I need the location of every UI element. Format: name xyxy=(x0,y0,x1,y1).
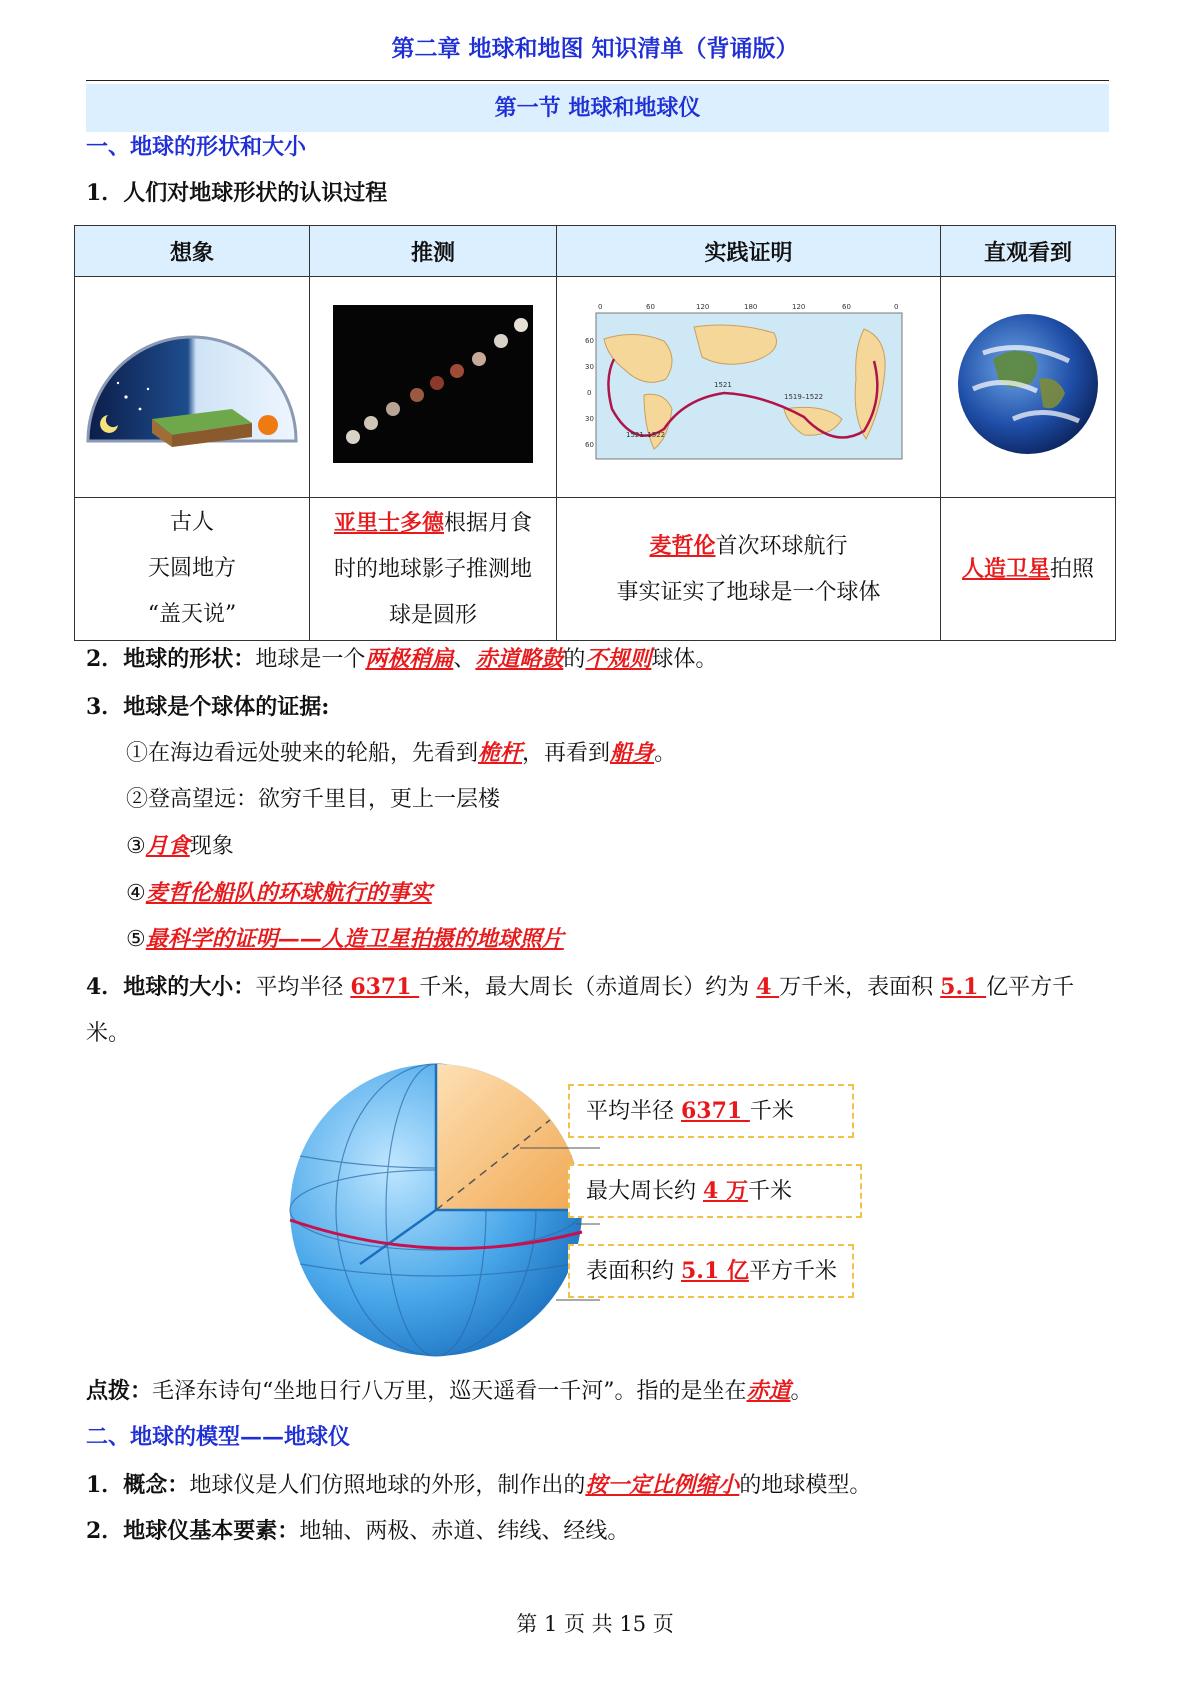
q2-r2: 赤道略鼓 xyxy=(475,646,564,672)
p2-q1-label: 1．概念： xyxy=(86,1472,190,1498)
e5-t1: ⑤ xyxy=(126,927,146,952)
e1-t2: ，再看到 xyxy=(522,741,611,766)
callout-circ-t1: 最大周长约 xyxy=(586,1179,703,1204)
e5-r1: 最科学的证明——人造卫星拍摄的地球照片 xyxy=(145,926,564,952)
callout-circ-value: 4 万 xyxy=(703,1178,748,1204)
p2-q1-r1: 按一定比例缩小 xyxy=(585,1472,740,1498)
callout-radius-t1: 平均半径 xyxy=(586,1099,681,1124)
q4-r1: 6371 xyxy=(350,974,420,1000)
q4-t1: 平均半径 xyxy=(255,975,351,1000)
q3-label: 3．地球是个球体的证据: xyxy=(86,694,330,720)
cell-magellan xyxy=(557,498,941,641)
section-title: 第一节 地球和地球仪 xyxy=(86,84,1109,132)
p2-q2-label: 2．地球仪基本要素： xyxy=(86,1518,300,1544)
callout-circumference xyxy=(568,1164,862,1218)
callout-area xyxy=(568,1244,854,1298)
q4-r2: 4 xyxy=(756,974,780,1000)
q2-t4: 球体。 xyxy=(651,647,718,672)
e1-t3: 。 xyxy=(654,741,677,766)
q4-t2: 千米，最大周长（赤道周长）约为 xyxy=(419,975,757,1000)
cell-ancient-line2: 天圆地方 xyxy=(147,556,236,581)
earth-shape-table xyxy=(74,225,1116,641)
cell-aristotle xyxy=(310,498,557,641)
evidence-3 xyxy=(126,829,234,860)
callout-area-value: 5.1 亿 xyxy=(681,1258,749,1284)
map-route-label: 1521 xyxy=(713,381,732,389)
cell-satellite xyxy=(941,498,1116,641)
map-tick-left: 60 xyxy=(584,337,594,345)
q4-line2: 米。 xyxy=(86,1021,131,1046)
aristotle-text2: 时的地球影子推测地 xyxy=(333,556,532,582)
q2-label: 2．地球的形状： xyxy=(86,646,256,672)
magellan-text2: 事实证实了地球是一个球体 xyxy=(616,579,881,605)
magellan-text1: 首次环球航行 xyxy=(715,533,848,559)
q4-t4: 亿平方千 xyxy=(986,975,1075,1000)
q2-t3: 的 xyxy=(563,647,586,672)
q4-r3: 5.1 xyxy=(940,974,987,1000)
q2-r3: 不规则 xyxy=(585,646,652,672)
page-footer: 第 1 页 共 15 页 xyxy=(516,1612,674,1636)
q2-r1: 两极稍扁 xyxy=(365,646,454,672)
tip-t2: 。 xyxy=(790,1379,813,1404)
map-tick-left: 30 xyxy=(584,415,594,423)
p2-q1-t2: 的地球模型。 xyxy=(739,1473,872,1498)
earth-photo-image xyxy=(941,277,1116,498)
cell-ancient xyxy=(75,498,310,641)
map-tick-top: 0 xyxy=(597,303,602,311)
satellite-name: 人造卫星 xyxy=(961,555,1050,582)
p2-q2-line xyxy=(86,1514,629,1545)
map-tick-top: 60 xyxy=(841,303,851,311)
lunar-eclipse-image xyxy=(310,277,557,498)
map-route-label: 1519–1522 xyxy=(783,393,823,401)
aristotle-text1: 根据月食 xyxy=(444,510,533,536)
p2-q2-t1: 地轴、两极、赤道、纬线、经线。 xyxy=(299,1519,630,1544)
q2-t1: 地球是一个 xyxy=(255,647,366,672)
evidence-1 xyxy=(126,736,676,767)
map-route-label: 1521–1522 xyxy=(625,431,665,439)
cell-ancient-line3: “盖天说” xyxy=(147,602,237,627)
q4-label: 4．地球的大小： xyxy=(86,974,256,1000)
q1-heading: 1．人们对地球形状的认识过程 xyxy=(86,180,388,206)
q4-t3: 万千米，表面积 xyxy=(779,975,941,1000)
page-title: 第二章 地球和地图 知识清单（背诵版） xyxy=(391,35,799,62)
e4-t1: ④ xyxy=(126,881,146,906)
evidence-4 xyxy=(126,876,432,907)
aristotle-text3: 球是圆形 xyxy=(388,602,477,628)
evidence-2: ②登高望远：欲穷千里目，更上一层楼 xyxy=(126,787,501,812)
part1-heading: 一、地球的形状和大小 xyxy=(86,134,307,160)
q4-line xyxy=(86,970,1074,1001)
e3-t2: 现象 xyxy=(189,834,234,859)
e3-r1: 月食 xyxy=(145,833,190,859)
p2-q1-t1: 地球仪是人们仿照地球的外形，制作出的 xyxy=(189,1473,586,1498)
e1-t1: ①在海边看远处驶来的轮船，先看到 xyxy=(126,741,479,766)
p2-q1-line xyxy=(86,1468,871,1499)
col-header-imagine: 想象 xyxy=(75,226,310,277)
magellan-route-map xyxy=(557,277,941,498)
callout-radius-t2: 千米 xyxy=(749,1099,794,1124)
callout-circ-t2: 千米 xyxy=(747,1179,792,1204)
aristotle-name: 亚里士多德 xyxy=(333,509,444,536)
map-tick-top: 0 xyxy=(893,303,898,311)
e1-r2: 船身 xyxy=(610,740,655,766)
callout-radius-value: 6371 xyxy=(681,1098,750,1124)
evidence-5 xyxy=(126,922,564,953)
part2-heading: 二、地球的模型——地球仪 xyxy=(86,1424,351,1450)
sky-dome-image xyxy=(75,277,310,498)
col-header-infer: 推测 xyxy=(310,226,557,277)
q2-t2: 、 xyxy=(453,647,476,672)
map-tick-top: 180 xyxy=(743,303,757,311)
tip-label: 点拨： xyxy=(86,1378,153,1404)
q2-line xyxy=(86,642,717,673)
map-tick-top: 120 xyxy=(791,303,805,311)
tip-line xyxy=(86,1374,813,1405)
callout-area-t2: 平方千米 xyxy=(748,1259,837,1284)
magellan-name: 麦哲伦 xyxy=(649,532,716,559)
title-divider xyxy=(86,80,1109,81)
col-header-see: 直观看到 xyxy=(941,226,1116,277)
tip-r1: 赤道 xyxy=(746,1378,791,1404)
tip-t1: 毛泽东诗句“坐地日行八万里，巡天遥看一千河”。指的是坐在 xyxy=(152,1379,747,1404)
callout-radius xyxy=(568,1084,854,1138)
map-tick-left: 0 xyxy=(586,389,591,397)
e4-r1: 麦哲伦船队的环球航行的事实 xyxy=(145,880,432,906)
callout-area-t1: 表面积约 xyxy=(586,1259,681,1284)
col-header-prove: 实践证明 xyxy=(557,226,941,277)
map-tick-top: 120 xyxy=(695,303,709,311)
map-tick-left: 60 xyxy=(584,441,594,449)
map-tick-top: 60 xyxy=(645,303,655,311)
map-tick-left: 30 xyxy=(584,363,594,371)
e1-r1: 桅杆 xyxy=(478,740,523,766)
e3-t1: ③ xyxy=(126,834,146,859)
cell-ancient-line1: 古人 xyxy=(169,510,214,535)
earth-size-diagram xyxy=(280,1060,940,1360)
satellite-text: 拍照 xyxy=(1050,556,1095,582)
